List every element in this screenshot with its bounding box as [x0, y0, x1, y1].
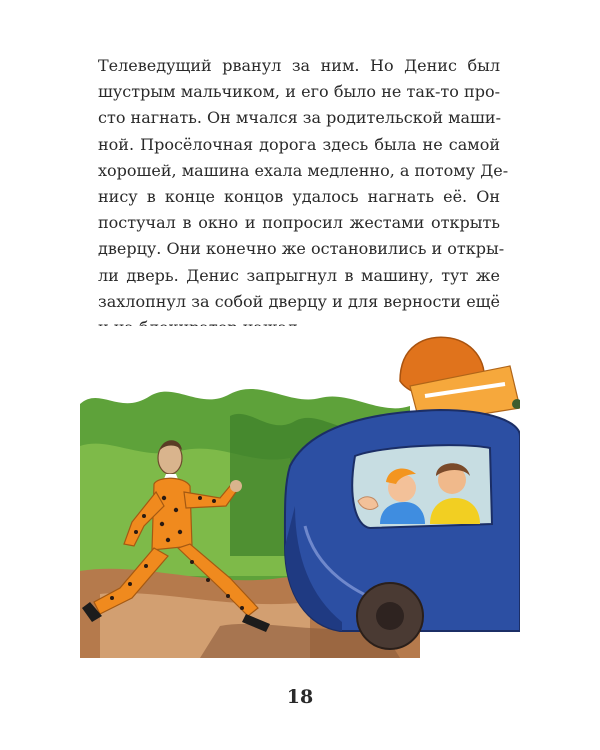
host-jacket: [152, 478, 192, 550]
page-number: 18: [286, 686, 314, 708]
text-line: ной. Просёлочная дорога здесь была не самой: [98, 134, 500, 154]
story-text: [98, 53, 509, 341]
host-fist: [230, 480, 242, 492]
story-illustration: [80, 326, 520, 658]
text-line: Телеведущий рванул за ним. Но Денис был: [98, 56, 500, 75]
text-line: шустрым мальчиком, и его было не так-то про-: [98, 82, 500, 102]
wheel-hub: [376, 602, 404, 630]
text-line: хорошей, машина ехала медленно, а потому Де-: [98, 160, 509, 180]
text-line: ли дверь. Денис запрыгнул в машину, тут же: [98, 265, 500, 285]
text-line: захлопнул за собой дверцу и для верности ещё: [98, 291, 500, 311]
text-line: постучал в окно и попросил жестами открыть: [98, 213, 500, 233]
text-line: сто нагнать. Он мчался за родительской маши-: [98, 108, 501, 128]
text-line: нису в конце концов удалось нагнать её. Он: [98, 187, 500, 207]
text-line: дверцу. Они конечно же остановились и откры-: [98, 239, 505, 259]
